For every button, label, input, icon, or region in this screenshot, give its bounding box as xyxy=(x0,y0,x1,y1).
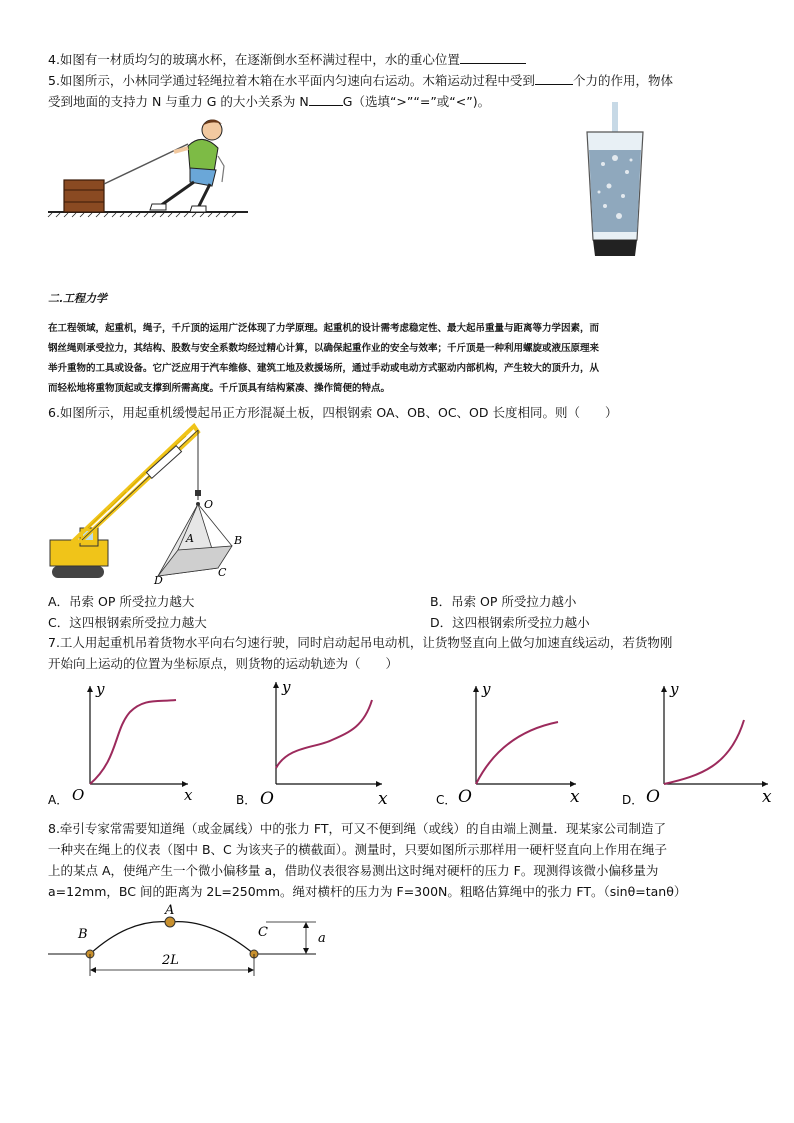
origin-label: O xyxy=(646,787,660,807)
q6-option-c[interactable]: C．这四根钢索所受拉力越大 xyxy=(48,615,207,630)
label-B: B xyxy=(78,927,88,942)
question-8-line-2: 一种夹在绳上的仪表（图中 B、C 为该夹子的横截面）。测量时，只要如图所示那样用一硬杆竖直向上作用在绳子 xyxy=(48,842,668,857)
origin-label: O xyxy=(72,786,85,804)
q6-option-a[interactable]: A．吊索 OP 所受拉力越大 xyxy=(48,594,195,609)
x-axis-label: x xyxy=(570,787,580,807)
q5-text-a: 5.如图所示，小林同学通过轻绳拉着木箱在水平面内匀速向右运动。木箱运动过程中受到 xyxy=(48,73,535,88)
q4-text: 4.如图有一材质均匀的玻璃水杯，在逐渐倒水至杯满过程中，水的重心位置 xyxy=(48,52,460,67)
question-7-stem-1: 7.工人用起重机吊着货物水平向右匀速行驶，同时启动起吊电动机，让货物竖直向上做匀加速直线运动，若货物刚 xyxy=(48,635,673,650)
crane-illustration xyxy=(48,424,248,588)
label-A: A xyxy=(165,903,175,918)
question-7-stem-2: 开始向上运动的位置为坐标原点，则货物的运动轨迹为（ ） xyxy=(48,656,399,671)
question-8-line-1: 8.牵引专家常需要知道绳（或金属线）中的张力 FT，可又不便到绳（或线）的自由端上测量．现某家公司制造了 xyxy=(48,821,667,836)
y-axis-label: y xyxy=(96,680,105,698)
rope-tension-diagram xyxy=(48,902,338,978)
option-label-c: C． xyxy=(436,793,457,807)
y-axis-label: y xyxy=(482,680,491,698)
trajectory-curve-c xyxy=(476,722,558,784)
q7-graph-a[interactable] xyxy=(48,680,198,810)
y-axis-label: y xyxy=(670,680,679,698)
y-axis-label: y xyxy=(282,678,291,696)
trajectory-curve-a xyxy=(90,700,176,784)
q5-text-b: 个力的作用，物体 xyxy=(572,73,673,88)
section-2-para-line-1: 在工程领域，起重机，绳子，千斤顶的运用广泛体现了力学原理。起重机的设计需考虑稳定性、最大起吊重量与距离等力学因素，而 xyxy=(48,323,600,334)
label-D: D xyxy=(154,574,163,587)
question-8-line-4: a=12mm，BC 间的距离为 2L=250mm。绳对横杆的压力为 F=300N。粗略估算绳中的张力 FT。（sinθ=tanθ） xyxy=(48,884,687,899)
section-2-para-line-3: 举升重物的工具或设备。它广泛应用于汽车维修、建筑工地及救援场所，通过手动或电动方式驱动内部机构，产生较大的顶升力，从 xyxy=(48,363,600,374)
label-2L: 2L xyxy=(162,953,179,968)
q6-option-b[interactable]: B．吊索 OP 所受拉力越小 xyxy=(430,594,577,609)
q7-graph-d[interactable] xyxy=(620,680,780,810)
trajectory-curve-d xyxy=(664,720,744,784)
boy-pulling-box-illustration xyxy=(48,118,248,218)
q5-blank-2 xyxy=(309,93,343,106)
origin-label: O xyxy=(458,787,472,807)
section-2-title: 二.工程力学 xyxy=(48,292,107,305)
option-label-d: D． xyxy=(622,793,644,807)
question-4 xyxy=(48,51,526,69)
trajectory-curve-b xyxy=(276,700,372,768)
label-a: a xyxy=(318,931,326,946)
label-O: O xyxy=(204,498,214,511)
q4-blank xyxy=(460,51,526,64)
x-axis-label: x xyxy=(762,787,772,807)
label-A: A xyxy=(186,532,194,545)
q5-text-c: 受到地面的支持力 N 与重力 G 的大小关系为 N xyxy=(48,94,309,109)
label-C: C xyxy=(218,566,227,579)
q7-graph-b[interactable] xyxy=(232,676,392,810)
water-glass-illustration xyxy=(585,102,645,258)
label-B: B xyxy=(234,534,243,547)
option-label-a: A． xyxy=(48,793,69,807)
question-5-line1 xyxy=(48,72,673,90)
label-C: C xyxy=(258,925,268,940)
x-axis-label: x xyxy=(378,789,388,809)
question-8-line-3: 上的某点 A，使绳产生一个微小偏移量 a，借助仪表很容易测出这时绳对硬杆的压力 F。现测得该微小偏移量为 xyxy=(48,863,659,878)
section-2-para-line-4: 而轻松地将重物顶起或支撑到所需高度。千斤顶具有结构紧凑、操作简便的特点。 xyxy=(48,383,391,394)
x-axis-label: x xyxy=(184,786,193,804)
q5-blank-1 xyxy=(535,72,573,85)
question-6-stem: 6.如图所示，用起重机缓慢起吊正方形混凝土板，四根钢索 OA、OB、OC、OD 长度相同。则（ ） xyxy=(48,405,618,420)
q7-graph-c[interactable] xyxy=(432,680,587,810)
q6-option-d[interactable]: D．这四根钢索所受拉力越小 xyxy=(430,615,590,630)
question-5-line2 xyxy=(48,93,490,111)
origin-label: O xyxy=(260,789,274,809)
option-label-b: B． xyxy=(236,793,257,807)
q5-text-d: G（选填“>”“=”或“<”)。 xyxy=(342,94,491,109)
section-2-para-line-2: 钢丝绳则承受拉力，其结构、股数与安全系数均经过精心计算，以确保起重作业的安全与效率；千斤顶是一种利用螺旋或液压原理来 xyxy=(48,343,600,354)
